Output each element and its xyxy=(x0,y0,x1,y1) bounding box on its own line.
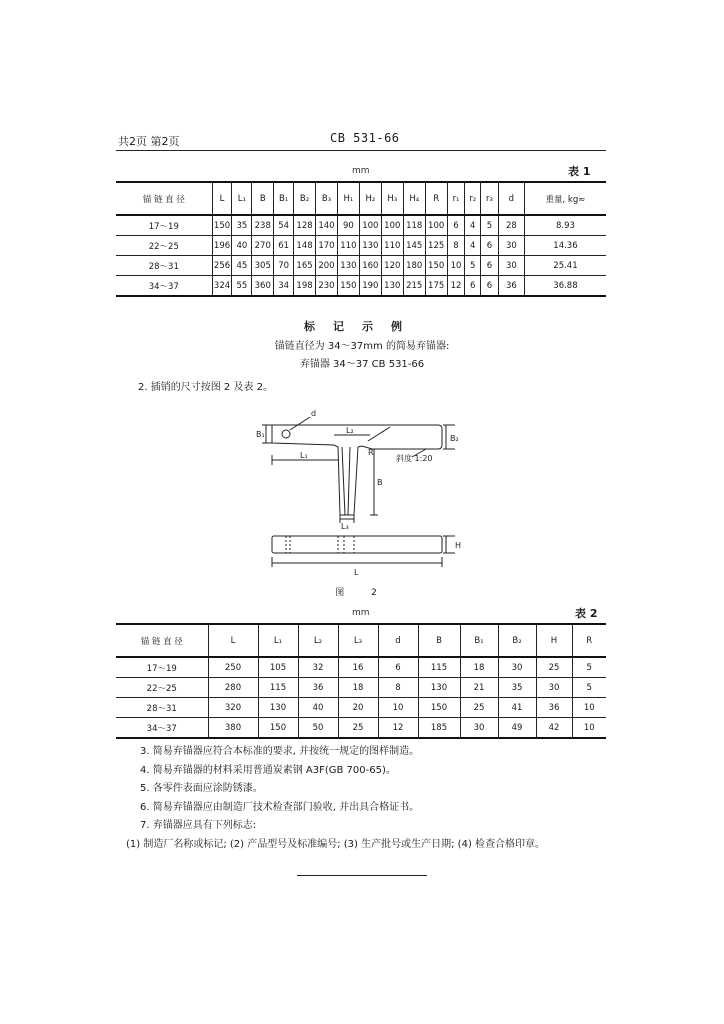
table1-cell: 190 xyxy=(359,276,381,297)
table1-cell: 36.88 xyxy=(524,276,606,297)
example-line-2: 弃锚器 34～37 CB 531-66 xyxy=(299,359,425,370)
table1-cell: 6 xyxy=(481,236,499,256)
table2-cell: 10 xyxy=(572,718,606,739)
table2-header-cell: R xyxy=(572,624,606,657)
table1-cell: 118 xyxy=(403,215,425,236)
table-row xyxy=(116,678,606,698)
table2-cell: 32 xyxy=(298,657,338,678)
table1-header-cell: B xyxy=(252,182,274,215)
table1-cell: 90 xyxy=(337,215,359,236)
table2-cell: 115 xyxy=(258,678,298,698)
table1-cell: 45 xyxy=(232,256,252,276)
table2-cell: 130 xyxy=(418,678,460,698)
table1-cell: 34 xyxy=(274,276,294,297)
figure-caption: 图 2 xyxy=(335,588,389,598)
table1-header-cell: 锚 链 直 径 xyxy=(116,182,212,215)
table1-cell: 360 xyxy=(252,276,274,297)
example-line-1: 锚链直径为 34～37mm 的简易弃锚器: xyxy=(274,341,450,352)
table1-cell: 70 xyxy=(274,256,294,276)
table1-cell: 8 xyxy=(447,236,465,256)
table1-cell: 230 xyxy=(316,276,338,297)
table-row xyxy=(116,256,606,276)
table2-name: 表 2 xyxy=(575,607,598,620)
table1-header-cell: B₁ xyxy=(274,182,294,215)
table2-cell: 42 xyxy=(536,718,572,739)
table2-cell: 36 xyxy=(536,698,572,718)
table2 xyxy=(116,623,606,739)
table1-header-row xyxy=(116,182,606,215)
table2-unit: mm xyxy=(352,608,370,618)
table2-cell: 185 xyxy=(418,718,460,739)
table1-cell: 125 xyxy=(425,236,447,256)
table1-header-cell: R xyxy=(425,182,447,215)
table1-cell: 150 xyxy=(425,256,447,276)
table2-cell: 40 xyxy=(298,698,338,718)
table1-header-cell: d xyxy=(498,182,524,215)
note-item: 5. 各零件表面应涂防锈漆。 xyxy=(140,783,263,794)
table2-cell: 280 xyxy=(208,678,258,698)
table1-cell: 22～25 xyxy=(116,236,212,256)
table1-cell: 238 xyxy=(252,215,274,236)
table1-cell: 160 xyxy=(359,256,381,276)
table2-header-cell: H xyxy=(536,624,572,657)
table2-cell: 130 xyxy=(258,698,298,718)
note-item: 7. 弃锚器应具有下列标志: xyxy=(140,820,257,831)
table1-header-cell: H₄ xyxy=(403,182,425,215)
table2-cell: 22～25 xyxy=(116,678,208,698)
table1-header-cell: H₃ xyxy=(381,182,403,215)
table1-cell: 196 xyxy=(212,236,232,256)
table1-header-cell: H₁ xyxy=(337,182,359,215)
table-row xyxy=(116,215,606,236)
table2-cell: 10 xyxy=(572,698,606,718)
table2-header-cell: B xyxy=(418,624,460,657)
table1-cell: 110 xyxy=(381,236,403,256)
table1-cell: 17～19 xyxy=(116,215,212,236)
table1-header-cell: r₁ xyxy=(447,182,465,215)
table2-cell: 30 xyxy=(498,657,536,678)
end-rule xyxy=(297,875,427,876)
table1-cell: 150 xyxy=(337,276,359,297)
table-row xyxy=(116,657,606,678)
table1-unit: mm xyxy=(352,166,370,176)
table-row xyxy=(116,698,606,718)
table2-cell: 150 xyxy=(418,698,460,718)
table2-cell: 36 xyxy=(298,678,338,698)
table1-cell: 55 xyxy=(232,276,252,297)
page-info: 共2页 第2页 xyxy=(118,135,180,148)
table1-cell: 100 xyxy=(359,215,381,236)
table2-cell: 8 xyxy=(378,678,418,698)
table1-header-cell: B₂ xyxy=(294,182,316,215)
table2-cell: 12 xyxy=(378,718,418,739)
label-l1: L₁ xyxy=(300,451,308,460)
table1-cell: 145 xyxy=(403,236,425,256)
table2-cell: 10 xyxy=(378,698,418,718)
table1-cell: 10 xyxy=(447,256,465,276)
label-taper: 斜度 1:20 xyxy=(396,454,433,463)
table2-cell: 25 xyxy=(338,718,378,739)
table1-cell: 30 xyxy=(498,236,524,256)
table2-cell: 380 xyxy=(208,718,258,739)
table1-header-cell: r₃ xyxy=(481,182,499,215)
table1-cell: 198 xyxy=(294,276,316,297)
table1-cell: 34～37 xyxy=(116,276,212,297)
header-rule xyxy=(116,150,606,151)
table2-cell: 49 xyxy=(498,718,536,739)
standard-code: CB 531-66 xyxy=(330,131,400,145)
table2-header-cell: d xyxy=(378,624,418,657)
table2-cell: 5 xyxy=(572,678,606,698)
table1-cell: 165 xyxy=(294,256,316,276)
table1-header-cell: L₁ xyxy=(232,182,252,215)
note-item: 4. 简易弃锚器的材料采用普通炭素钢 A3F(GB 700-65)。 xyxy=(140,764,396,776)
table2-cell: 6 xyxy=(378,657,418,678)
table1-cell: 40 xyxy=(232,236,252,256)
table1-cell: 35 xyxy=(232,215,252,236)
table1-header-cell: 重量, kg≈ xyxy=(524,182,606,215)
label-h: H xyxy=(455,541,462,550)
table1-cell: 28～31 xyxy=(116,256,212,276)
table2-cell: 16 xyxy=(338,657,378,678)
table2-cell: 28～31 xyxy=(116,698,208,718)
table2-cell: 30 xyxy=(536,678,572,698)
table2-cell: 17～19 xyxy=(116,657,208,678)
table2-cell: 21 xyxy=(460,678,498,698)
table1-cell: 25.41 xyxy=(524,256,606,276)
table1-cell: 150 xyxy=(212,215,232,236)
table2-cell: 50 xyxy=(298,718,338,739)
table2-cell: 115 xyxy=(418,657,460,678)
note-item: 3. 简易弃锚器应符合本标准的要求, 并按统一规定的图样制造。 xyxy=(140,746,420,757)
table1-cell: 215 xyxy=(403,276,425,297)
table1-cell: 305 xyxy=(252,256,274,276)
table1-cell: 180 xyxy=(403,256,425,276)
pin-hole xyxy=(282,430,290,438)
table2-header-cell: L₂ xyxy=(298,624,338,657)
example-title: 标记示例 xyxy=(304,320,420,333)
table1 xyxy=(116,181,606,297)
table1-cell: 61 xyxy=(274,236,294,256)
label-l: L xyxy=(354,568,359,577)
table1-cell: 120 xyxy=(381,256,403,276)
table1-cell: 5 xyxy=(481,215,499,236)
table2-cell: 30 xyxy=(460,718,498,739)
table1-cell: 256 xyxy=(212,256,232,276)
table2-cell: 105 xyxy=(258,657,298,678)
table1-header-cell: B₃ xyxy=(316,182,338,215)
table2-cell: 320 xyxy=(208,698,258,718)
table1-cell: 170 xyxy=(316,236,338,256)
table1-cell: 28 xyxy=(498,215,524,236)
table2-cell: 5 xyxy=(572,657,606,678)
note-item: 6. 简易弃锚器应由制造厂技术检查部门验收, 并出具合格证书。 xyxy=(140,801,420,813)
table1-cell: 128 xyxy=(294,215,316,236)
note-item: (1) 制造厂名称或标记; (2) 产品型号及标准编号; (3) 生产批号或生产日期; (4) 检查合格印章。 xyxy=(126,838,546,850)
table1-cell: 12 xyxy=(447,276,465,297)
pin-top-view xyxy=(272,425,442,515)
table1-cell: 110 xyxy=(337,236,359,256)
table1-cell: 5 xyxy=(465,256,481,276)
table2-header-cell: L₁ xyxy=(258,624,298,657)
table2-header-cell: 锚 链 直 径 xyxy=(116,624,208,657)
pin-drawing xyxy=(250,405,470,580)
label-r: R xyxy=(368,448,374,457)
table1-cell: 148 xyxy=(294,236,316,256)
table1-name: 表 1 xyxy=(568,165,591,178)
table-row xyxy=(116,718,606,739)
label-l3: L₃ xyxy=(341,522,349,531)
table2-header-cell: B₂ xyxy=(498,624,536,657)
table1-cell: 14.36 xyxy=(524,236,606,256)
table2-cell: 35 xyxy=(498,678,536,698)
table1-header-cell: L xyxy=(212,182,232,215)
notes-section xyxy=(118,743,608,854)
table2-cell: 20 xyxy=(338,698,378,718)
table1-cell: 6 xyxy=(481,276,499,297)
table1-cell: 130 xyxy=(337,256,359,276)
table1-cell: 100 xyxy=(381,215,403,236)
item-2-text: 2. 插销的尺寸按图 2 及表 2。 xyxy=(138,382,273,393)
table1-cell: 8.93 xyxy=(524,215,606,236)
table2-cell: 250 xyxy=(208,657,258,678)
table1-cell: 30 xyxy=(498,256,524,276)
table2-cell: 25 xyxy=(460,698,498,718)
table1-cell: 324 xyxy=(212,276,232,297)
table1-header-cell: H₂ xyxy=(359,182,381,215)
table1-cell: 130 xyxy=(359,236,381,256)
table-row xyxy=(116,236,606,256)
table1-cell: 4 xyxy=(465,215,481,236)
table1-cell: 140 xyxy=(316,215,338,236)
table2-header-cell: B₁ xyxy=(460,624,498,657)
table2-cell: 25 xyxy=(536,657,572,678)
label-d: d xyxy=(311,409,317,418)
table-row xyxy=(116,276,606,297)
table2-header-cell: L₃ xyxy=(338,624,378,657)
table1-header-cell: r₂ xyxy=(465,182,481,215)
table2-header-cell: L xyxy=(208,624,258,657)
table2-header-row xyxy=(116,624,606,657)
table1-cell: 200 xyxy=(316,256,338,276)
table2-cell: 41 xyxy=(498,698,536,718)
table1-cell: 6 xyxy=(481,256,499,276)
table1-cell: 270 xyxy=(252,236,274,256)
table1-cell: 36 xyxy=(498,276,524,297)
table1-cell: 54 xyxy=(274,215,294,236)
table2-cell: 150 xyxy=(258,718,298,739)
table1-cell: 6 xyxy=(447,215,465,236)
label-l2: L₂ xyxy=(346,426,354,435)
label-b: B xyxy=(377,478,383,487)
table1-cell: 6 xyxy=(465,276,481,297)
label-b2: B₂ xyxy=(450,434,459,443)
table1-cell: 175 xyxy=(425,276,447,297)
label-b1: B₁ xyxy=(256,430,265,439)
table1-cell: 130 xyxy=(381,276,403,297)
pin-front-view xyxy=(272,536,442,553)
table2-cell: 18 xyxy=(338,678,378,698)
table1-cell: 100 xyxy=(425,215,447,236)
table2-cell: 18 xyxy=(460,657,498,678)
table1-cell: 4 xyxy=(465,236,481,256)
table2-cell: 34～37 xyxy=(116,718,208,739)
